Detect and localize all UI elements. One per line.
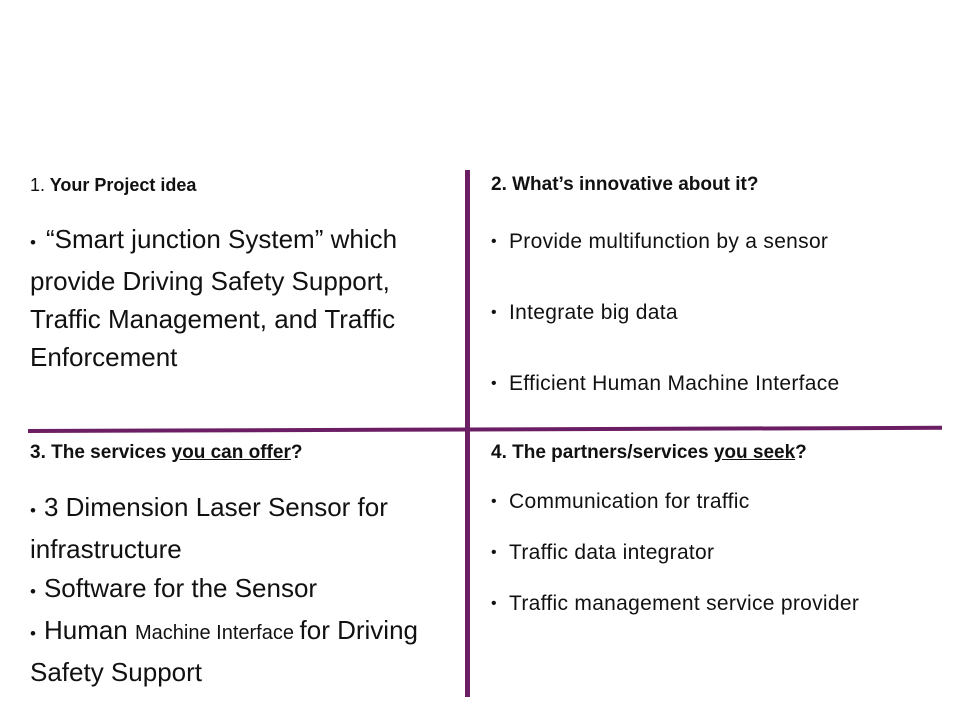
list-item-text: 3 Dimension Laser Sensor for infrastructure: [30, 492, 388, 564]
list-item: [491, 370, 946, 398]
bullet-icon: •: [30, 624, 36, 643]
partners-seek-heading: [491, 440, 946, 466]
list-item: [30, 569, 462, 611]
list-item-text: Traffic management service provider: [509, 592, 860, 615]
services-offer-list: [30, 488, 462, 692]
list-item: [491, 590, 946, 618]
list-item-text: Provide multifunction by a sensor: [509, 230, 829, 253]
bullet-icon: •: [491, 493, 497, 510]
list-item: [491, 299, 946, 327]
vertical-divider: [465, 170, 470, 697]
list-item: [30, 488, 462, 569]
list-item-text: for Driving Safety Support: [30, 615, 419, 687]
bullet-icon: •: [491, 375, 497, 392]
heading-number: 1.: [30, 175, 46, 195]
project-idea-text: “Smart junction System” which provide Driving Safety Support, Traffic Management, and Traffic Enforcement: [30, 224, 398, 372]
project-idea-bullet: [30, 220, 462, 376]
bullet-icon: •: [491, 233, 497, 250]
heading-text: Your Project idea: [49, 175, 197, 195]
heading-prefix: 4. The partners/services: [491, 442, 714, 463]
partners-seek-list: [491, 488, 946, 618]
heading-suffix: ?: [290, 442, 303, 463]
quadrant-services-offer: [30, 440, 462, 692]
quadrant-innovation: [491, 172, 946, 441]
quadrant-project-idea: [30, 172, 462, 376]
list-item-text: Communication for traffic: [509, 490, 750, 513]
list-item-text: Integrate big data: [509, 301, 678, 324]
list-item-text: Human: [43, 615, 135, 645]
bullet-icon: •: [30, 582, 36, 601]
list-item-text: Efficient Human Machine Interface: [509, 372, 840, 395]
innovation-heading: 2. What’s innovative about it?: [491, 174, 759, 195]
bullet-icon: •: [491, 544, 497, 561]
list-item-text: Traffic data integrator: [509, 541, 715, 564]
list-item-text-small: Machine Interface: [135, 622, 300, 644]
list-item: [30, 611, 462, 692]
bullet-icon: •: [491, 304, 497, 321]
list-item: [491, 228, 946, 256]
bullet-icon: •: [30, 233, 36, 252]
heading-suffix: ?: [795, 442, 807, 463]
list-item: [491, 539, 946, 567]
bullet-icon: •: [491, 595, 497, 612]
innovation-list: [491, 228, 946, 398]
project-idea-heading: [30, 172, 462, 198]
services-offer-heading: [30, 440, 462, 466]
heading-underlined: you can offer: [171, 442, 291, 463]
bullet-icon: •: [30, 501, 36, 520]
quadrant-partners-seek: [491, 440, 946, 641]
list-item: [491, 488, 946, 516]
list-item-text: Software for the Sensor: [43, 573, 318, 603]
heading-underlined: you seek: [713, 442, 796, 463]
heading-prefix: 3. The services: [30, 442, 172, 463]
